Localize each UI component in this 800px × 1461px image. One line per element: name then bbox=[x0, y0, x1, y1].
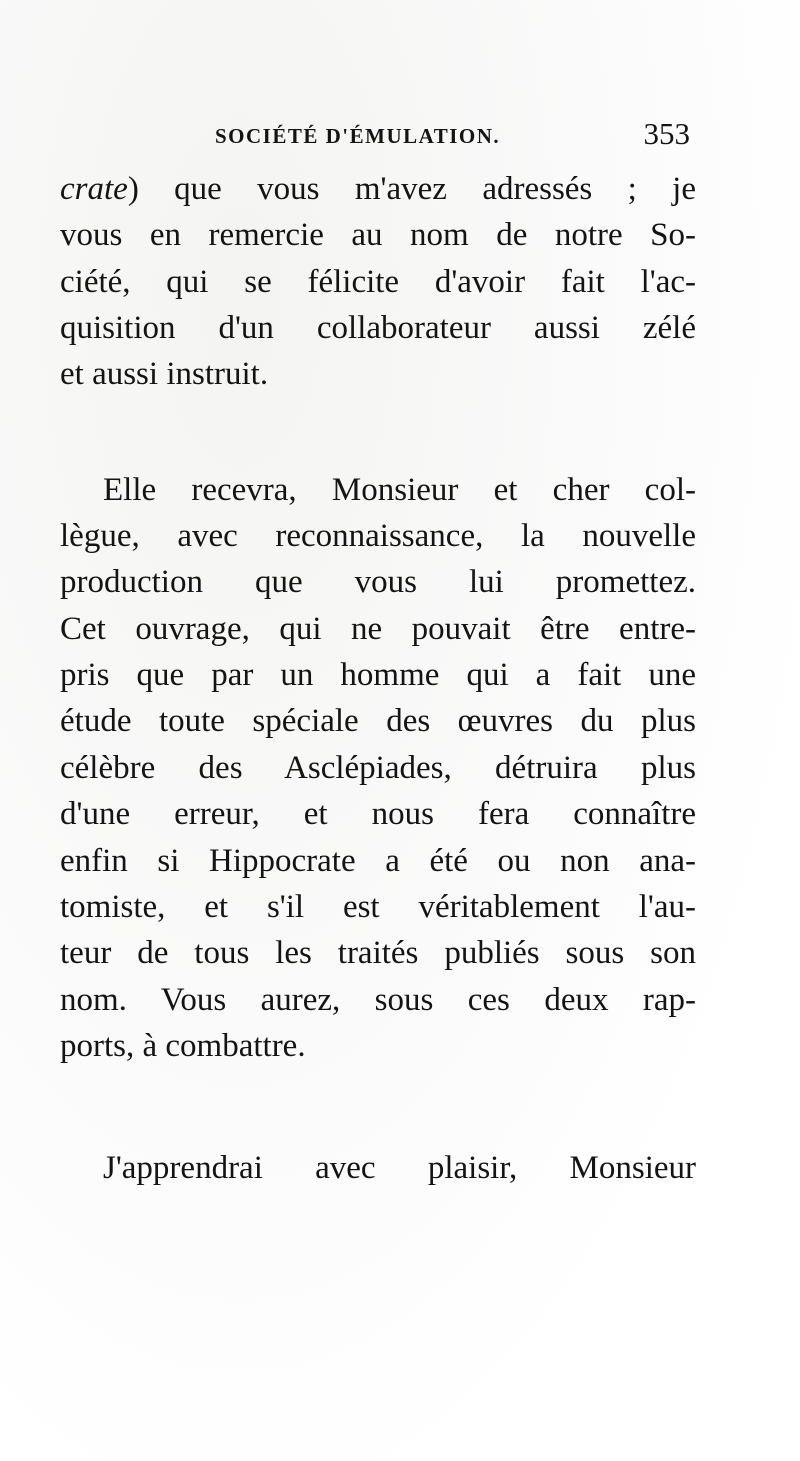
page-number: 353 bbox=[643, 116, 690, 151]
paragraph-2-line-8: d'une erreur, et nous fera connaître bbox=[60, 796, 696, 832]
paragraph-2-line-5: pris que par un homme qui a fait une bbox=[60, 657, 696, 693]
paragraph-2-line-1: Elle recevra, Monsieur et cher col- bbox=[103, 472, 696, 508]
paragraph-1-line-5: et aussi instruit. bbox=[60, 356, 269, 392]
paragraph-1-line-1 bbox=[60, 167, 696, 211]
running-head: SOCIÉTÉ D'ÉMULATION. bbox=[215, 124, 501, 148]
page-header bbox=[60, 116, 696, 156]
text-line: ) que vous m'avez adressés ; je bbox=[127, 171, 696, 207]
paragraph-1-line-2: vous en remercie au nom de notre So- bbox=[60, 217, 696, 253]
paragraph-2-line-9: enfin si Hippocrate a été ou non ana- bbox=[60, 843, 696, 879]
paragraph-2-line-3: production que vous lui promettez. bbox=[60, 564, 696, 600]
paragraph-2-line-11: teur de tous les traités publiés sous son bbox=[60, 935, 696, 971]
paragraph-2-line-4: Cet ouvrage, qui ne pouvait être entre- bbox=[60, 611, 696, 647]
paragraph-2-line-7: célèbre des Asclépiades, détruira plus bbox=[60, 750, 696, 786]
paragraph-2-line-12: nom. Vous aurez, sous ces deux rap- bbox=[60, 982, 696, 1018]
paragraph-2-line-13: ports, à combattre. bbox=[60, 1028, 306, 1064]
paragraph-2-line-2: lègue, avec reconnaissance, la nouvelle bbox=[60, 518, 696, 554]
paragraph-2-line-10: tomiste, et s'il est véritablement l'au- bbox=[60, 889, 696, 925]
paragraph-3-line-1: J'apprendrai avec plaisir, Monsieur bbox=[103, 1150, 696, 1186]
paragraph-1-line-3: ciété, qui se félicite d'avoir fait l'ac- bbox=[60, 264, 696, 300]
italic-word: crate bbox=[60, 171, 128, 207]
paragraph-2-line-6: étude toute spéciale des œuvres du plus bbox=[60, 703, 696, 739]
paragraph-1-line-4: quisition d'un collaborateur aussi zélé bbox=[60, 310, 696, 346]
